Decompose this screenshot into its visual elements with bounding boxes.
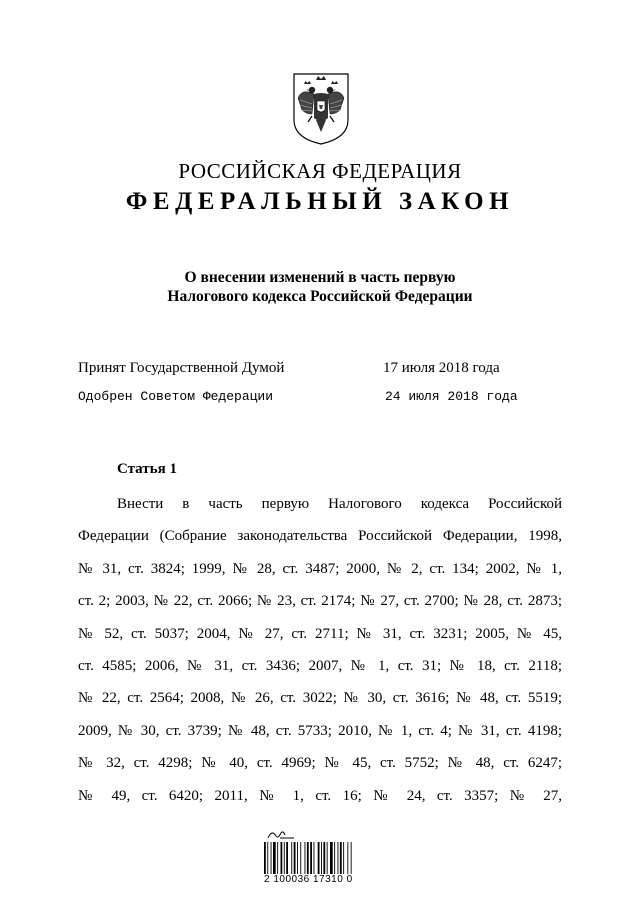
article-line: Федерации (Собрание законодательства Российской Федерации, 1998, (78, 528, 562, 545)
article-line: № 32, ст. 4298; № 40, ст. 4969; № 45, ст. 5752; № 48, ст. 6247; (78, 755, 562, 772)
barcode-icon (264, 842, 362, 874)
law-subject-line-2: Налогового кодекса Российской Федерации (167, 288, 473, 305)
duma-adoption-date: 17 июля 2018 года (383, 360, 500, 376)
article-line: № 49, ст. 6420; 2011, № 1, ст. 16; № 24, ст. 3357; № 27, (78, 787, 562, 804)
article-line: № 31, ст. 3824; 1999, № 28, ст. 3487; 2000, № 2, ст. 134; 2002, № 1, (78, 560, 562, 577)
article-line: № 52, ст. 5037; 2004, № 27, ст. 2711; № 31, ст. 3231; 2005, № 45, (78, 625, 562, 642)
council-approval-date: 24 июля 2018 года (385, 389, 518, 404)
law-subject-line-1: О внесении изменений в часть первую (184, 269, 456, 286)
article-line: Внести в часть первую Налогового кодекса Российской (117, 496, 562, 512)
article-line: ст. 4585; 2006, № 31, ст. 3436; 2007, № 1, ст. 31; № 18, ст. 2118; (78, 657, 562, 674)
registration-mark-icon (266, 827, 296, 841)
country-name: РОССИЙСКАЯ ФЕДЕРАЦИЯ (178, 159, 462, 183)
law-subject (0, 268, 640, 306)
coat-of-arms-icon (290, 70, 352, 146)
article-body (78, 488, 562, 812)
council-approval-label: Одобрен Советом Федерации (78, 389, 274, 404)
duma-adoption-label: Принят Государственной Думой (78, 360, 285, 376)
article-title: Статья 1 (117, 461, 177, 477)
article-line: ст. 2; 2003, № 22, ст. 2066; № 23, ст. 2174; № 27, ст. 2700; № 28, ст. 2873; (78, 593, 562, 610)
barcode-number: 2 100036 17310 0 (264, 874, 353, 885)
document-type: ФЕДЕРАЛЬНЫЙ ЗАКОН (125, 188, 515, 215)
article-line: 2009, № 30, ст. 3739; № 48, ст. 5733; 2010, № 1, ст. 4; № 31, ст. 4198; (78, 722, 562, 739)
article-line: № 22, ст. 2564; 2008, № 26, ст. 3022; № 30, ст. 3616; № 48, ст. 5519; (78, 690, 562, 707)
